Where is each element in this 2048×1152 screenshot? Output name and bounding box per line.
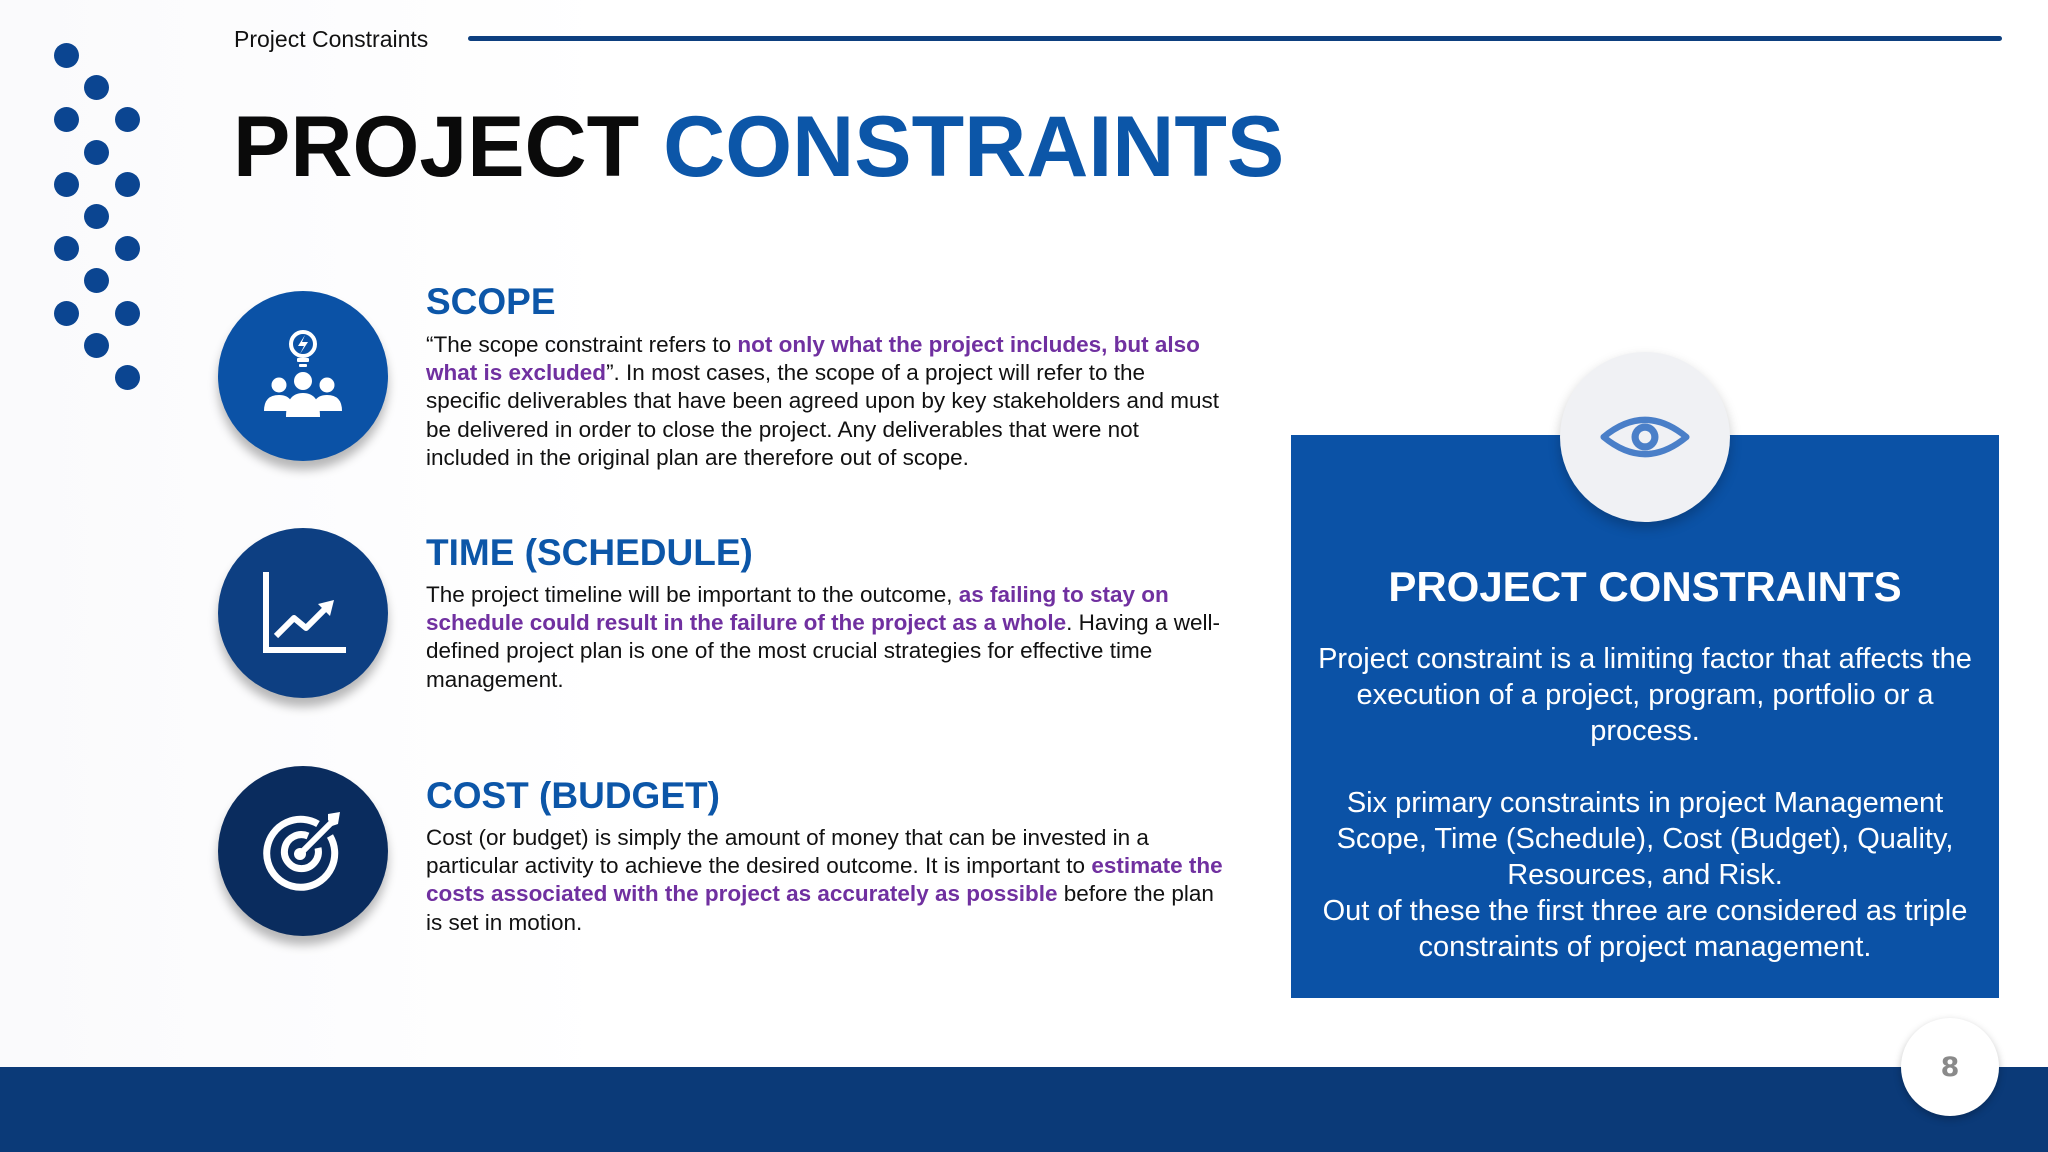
time-text-part: . Having a well-defined project plan is one of the most crucial strategies for effective time management. [426, 610, 1220, 692]
scope-text-highlight: not only what the project includes, but also what is excluded [426, 332, 1200, 386]
cost-text [426, 824, 1226, 937]
panel-title: PROJECT CONSTRAINTS [1388, 563, 1902, 610]
time-heading: TIME (SCHEDULE) [426, 532, 753, 573]
header-divider [468, 36, 2002, 41]
lightbulb-team-icon [218, 291, 388, 461]
panel-definition: Project constraint is a limiting factor that affects the execution of a project, program, portfolio or a process. [1318, 643, 1972, 747]
cost-text-highlight: estimate the costs associated with the project as accurately as possible [426, 853, 1223, 907]
time-text-part: The project timeline will be important to the outcome, [426, 582, 959, 607]
time-text-highlight: as failing to stay on schedule could result in the failure of the project as a whole [426, 582, 1169, 636]
cost-text-part: Cost (or budget) is simply the amount of money that can be invested in a particular activity to achieve the desired outcome. It is important to [426, 825, 1149, 879]
page-title [233, 99, 1285, 195]
cost-heading: COST (BUDGET) [426, 775, 720, 816]
eye-icon [1560, 352, 1730, 522]
scope-text-part: “The scope constraint refers to [426, 332, 738, 357]
cost-text-part: before the plan is set in motion. [426, 881, 1214, 935]
scope-heading: SCOPE [426, 281, 556, 322]
scope-text-part: ”. In most cases, the scope of a project will refer to the specific deliverables that have been agreed upon by key stakeholders and must be delivered in order to close the project. Any deliverables that were not included in the original plan are therefore out of scope. [426, 360, 1219, 470]
page-title-part1: PROJECT [233, 99, 640, 195]
page-number: 8 [1901, 1018, 1999, 1116]
header-title: Project Constraints [234, 26, 429, 52]
trend-chart-icon [218, 528, 388, 698]
page-title-part2: CONSTRAINTS [663, 99, 1285, 195]
target-icon [218, 766, 388, 936]
scope-text [426, 331, 1226, 472]
panel-six-constraints: Six primary constraints in project Management Scope, Time (Schedule), Cost (Budget), Quality, Resources, and Risk. [1336, 787, 1954, 891]
time-text [426, 581, 1226, 694]
panel-triple-constraints: Out of these the first three are considered as triple constraints of project management. [1322, 895, 1968, 963]
footer-bar [0, 1067, 2048, 1152]
